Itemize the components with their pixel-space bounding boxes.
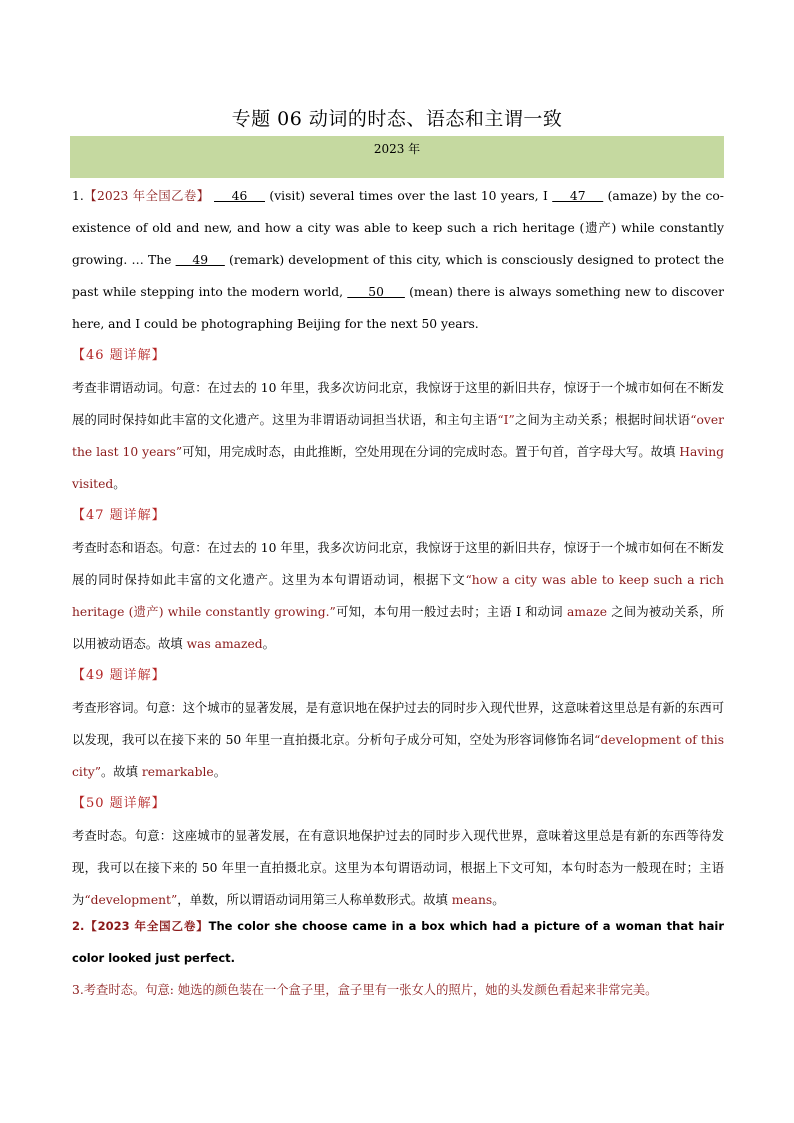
answer-text: means	[451, 893, 493, 907]
passage-text: (amaze) by the co-existence of old and new, and how a city was able to keep such a rich heritage (遗产) while constantly growing. … The	[72, 189, 724, 267]
question-number: 2.	[72, 919, 85, 933]
explanation-text	[72, 820, 724, 916]
answer-text: was amazed	[186, 637, 263, 651]
blank-50: 50	[347, 285, 405, 299]
question-2-sentence: The color she choose came in a box which had a picture of a woman that hair color looked just perfect.	[72, 919, 724, 965]
explanation-body: 。	[492, 893, 505, 907]
blank-46: 46	[214, 189, 265, 203]
answer-text: Having visited	[72, 445, 724, 491]
passage-text: (remark) development of this city, which is consciously designed to protect the past while stepping into the modern world,	[72, 253, 725, 299]
explanation-body: ，单数，所以谓语动词用第三人称单数形式。故填	[177, 893, 452, 907]
quoted-text: “development of this city”	[72, 733, 725, 779]
explanation-body: 考查形容词。句意：这个城市的显著发展，是有意识地在保护过去的同时步入现代世界，这意味着这里总是有新的东西可以发现，我可以在接下来的 50 年里一直拍摄北京。分析句子成分可知，空处为形容词修饰名词	[72, 701, 724, 747]
quoted-text: “development”	[84, 893, 178, 907]
explanation-body: 可知，用完成时态，由此推断，空处用现在分词的完成时态。置于句首，首字母大写。故填	[182, 445, 680, 459]
quoted-text: “I”	[497, 413, 515, 427]
question-source: 【2023 年全国乙卷】	[84, 919, 209, 933]
explanation-body: 之间为主动关系；根据时间状语	[514, 413, 691, 427]
passage-text: (visit) several times over the last 10 years, I	[265, 189, 553, 203]
explanation-body: 。	[213, 765, 227, 779]
question-source: 【2023 年全国乙卷】	[83, 189, 210, 203]
quoted-text: “over the last 10 years”	[72, 413, 724, 459]
explanation-heading: 【50 题详解】	[72, 796, 166, 811]
explanation-body: 考查时态。句意：这座城市的显著发展，在有意识地保护过去的同时步入现代世界，意味着这里总是有新的东西等待发现，我可以在接下来的 50 年里一直拍摄北京。这里为本句谓语动词，根据上下文可知，本句时态为一般现在时；主语为	[72, 829, 724, 907]
blank-47: 47	[552, 189, 604, 203]
question-3	[72, 974, 724, 1006]
explanation-body: 考查非谓语动词。句意：在过去的 10 年里，我多次访问北京，我惊讶于这里的新旧共存，惊讶于一个城市如何在不断发展的同时保持如此丰富的文化遗产。这里为非谓语动词担当状语，和主句主语	[72, 381, 724, 427]
explanation-text	[72, 372, 724, 500]
explanation-body: 。	[262, 637, 275, 651]
blank-49: 49	[175, 253, 225, 267]
explanation-text	[72, 692, 724, 788]
question-2	[72, 910, 724, 974]
question-1	[72, 180, 724, 916]
question-number: 1.	[72, 189, 84, 203]
question-1-passage	[72, 180, 724, 340]
page-title: 专题 06 动词的时态、语态和主谓一致	[231, 108, 563, 130]
year-banner: 2023 年	[70, 136, 724, 178]
explanation-text	[72, 532, 724, 660]
explanation-body: 可知，本句用一般过去时；主语 I 和动词	[335, 605, 567, 619]
explanation-heading: 【46 题详解】	[72, 348, 166, 363]
quoted-text: amaze	[566, 605, 608, 619]
explanation-body: 考查时态和语态。句意：在过去的 10 年里，我多次访问北京，我惊讶于这里的新旧共存，惊讶于一个城市如何在不断发展的同时保持如此丰富的文化遗产。这里为本句谓语动词，根据下文	[72, 541, 724, 587]
explanation-heading: 【49 题详解】	[72, 668, 166, 683]
question-3-text: 3.考查时态。句意: 她选的颜色装在一个盒子里，盒子里有一张女人的照片，她的头发颜色看起来非常完美。	[72, 983, 658, 997]
explanation-body: 之间为被动关系，所以用被动语态。故填	[72, 605, 724, 651]
quoted-text: “how a city was able to keep such a rich heritage (遗产) while constantly growing.”	[72, 573, 724, 619]
explanation-heading: 【47 题详解】	[72, 508, 166, 523]
answer-text: remarkable	[141, 765, 214, 779]
question-2-text	[72, 910, 724, 974]
passage-text: (mean) there is always something new to discover here, and I could be photographing Beijing for the next 50 years.	[72, 285, 724, 331]
explanation-body: 。故填	[101, 765, 142, 779]
explanation-body: 。	[113, 477, 126, 491]
